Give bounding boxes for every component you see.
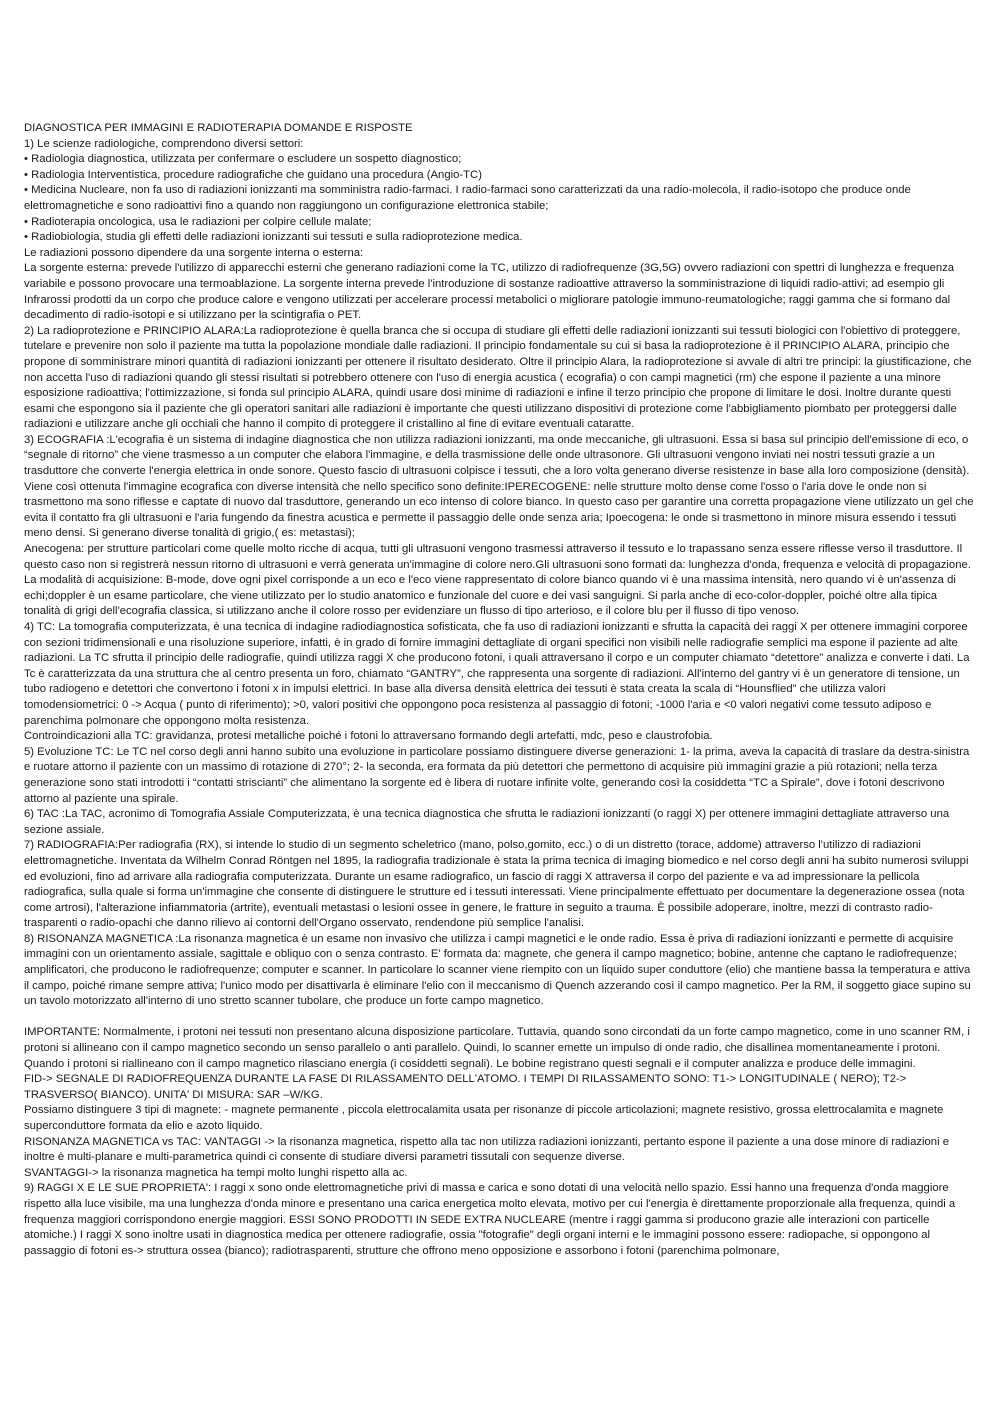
paragraph: RISONANZA MAGNETICA vs TAC: VANTAGGI -> la risonanza magnetica, rispetto alla tac non utilizza radiazioni ionizzanti, pertanto espone il paziente a una dose minore di radiazioni e inoltre è multi-planare e multi-parametrica quindi ci consente di studiare diversi parametri tissutali con sequenze diverse. <box>24 1135 950 1164</box>
paragraph: • Radiobiologia, studia gli effetti delle radiazioni ionizzanti sui tessuti e sulla radioprotezione medica. <box>24 231 523 244</box>
paragraph: 4) TC: La tomografia computerizzata, è una tecnica di indagine radiodiagnostica sofisticata, che fa uso di radiazioni ionizzanti e sfrutta la capacità dei raggi X per ottenere immagini corporee con sezioni tridimensionali e una risoluzione superiore, infatti, è in grado di fornire immagini dettagliate di organi specifici non visibili nelle radiografie semplici ma espone il paziente ad alte radiazioni. La TC sfrutta il principio delle radiografie, quindi utilizza raggi X che producono fotoni, i quali attraversano il corpo e un computer chiamato “detettore” analizza e converte i dati. La Tc è caratterizzata da una struttura che al centro presenta un foro, chiamato “GANTRY”, che rappresenta una sorgente di radiazioni. All'interno del gantry vi è un generatore di tensione, un tubo radiogeno e detettori che convertono i fotoni x in impulsi elettrici. In base alla diversa densità elettrica dei tessuti è stata creata la scala di “Hounsflied” che utilizza valori tomodensiometrici: 0 -> Acqua ( punto di riferimento); >0, valori positivi che oppongono poca resistenza al passaggio di fotoni; -1000 l'aria e <0 valori negativi come tessuto adiposo e parenchima polmonare che oppongono molta resistenza. <box>24 621 970 727</box>
paragraph <box>24 1010 976 1026</box>
paragraph: 1) Le scienze radiologiche, comprendono diversi settori: <box>24 137 304 150</box>
paragraph: • Medicina Nucleare, non fa uso di radiazioni ionizzanti ma somministra radio-farmaci. I radio-farmaci sono caratterizzati da una radio-molecola, il radio-isotopo che produce onde elettromagnetiche e sono radioattivi fino a quando non raggiungono un configurazione elettronica stabile; <box>24 184 911 212</box>
paragraph: 6) TAC :La TAC, acronimo di Tomografia Assiale Computerizzata, è una tecnica diagnostica che sfrutta le radiazioni ionizzanti (o raggi X) per ottenere immagini dettagliate attraverso una sezione assiale. <box>24 808 950 836</box>
paragraph: 2) La radioprotezione e PRINCIPIO ALARA:La radioprotezione è quella branca che si occupa di studiare gli effetti delle radiazioni ionizzanti sui tessuti biologici con l'obiettivo di proteggere, tutelare e prevenire non solo il paziente ma tutta la popolazione mondiale dalle radiazioni. Il principio fondamentale su cui si basa la radioprotezione è il PRINCIPIO ALARA, principio che propone di somministrare minori quantità di radiazioni ionizzanti per ottenere il risultato desiderato. Oltre il principio Alara, la radioprotezione si avvale di altri tre principi: la giustificazione, che non accetta l'uso di radiazioni quando gli stessi risultati si potrebbero ottenere con l'uso di energia acustica ( ecografia) o con campi magnetici (rm) che espone il paziente a una minore esposizione radioattiva; l'ottimizzazione, si fonda sul principio ALARA, quindi usare dosi minime di radiazioni e infine il terzo principio che propone di limitare le dosi. Inoltre durante questi esami che espongono sia il paziente che gli operatori sanitari alle radiazioni è importante che questi utilizzano dispositivi di protezione come l'abbigliamento piombato per proteggersi dalle radiazioni e utilizzare anche gli occhiali che hanno il compito di proteggere il cristallino al fine di evitare eventuali cataratte. <box>24 324 972 431</box>
paragraph: 8) RISONANZA MAGNETICA :La risonanza magnetica è un esame non invasivo che utilizza i campi magnetici e le onde radio. Essa è priva di radiazioni ionizzanti e permette di acquisire immagini con un orientamento assiale, sagittale e obliquo con o senza contrasto. E' formata da: magnete, che genera il campo magnetico; bobine, antenne che captano le radiofrequenze; amplificatori, che producono le radiofrequenze; computer e scanner. In particolare lo scanner viene riempito con un liquido super conduttore (elio) che mantiene bassa la temperatura e attiva il campo, poiché rimane sempre attiva; l'unico modo per disattivarla è eliminare l'elio con il meccanismo di Quench azzerando così il campo magnetico. Per la RM, il soggetto giace supino su un tavolo motorizzato all'interno di uno stretto scanner tubolare, che produce un forte campo magnetico. <box>24 932 971 1008</box>
paragraph: 9) RAGGI X E LE SUE PROPRIETA': I raggi x sono onde elettromagnetiche privi di massa e carica e sono dotati di una velocità nello spazio. Essi hanno una frequenza d'onda maggiore rispetto alla luce visibile, ma una lunghezza d'onda minore e presentano una carica energetica molto elevata, motivo per cui l'energia è direttamente proporzionale alla frequenza, quindi a frequenza maggiori corrispondono energie maggiori. ESSI SONO PRODOTTI IN SEDE EXTRA NUCLEARE (mentre i raggi gamma si producono grazie alle interazioni con particelle atomiche.) I raggi X sono inoltre usati in diagnostica medica per ottenere radiografie, ossia "fotografie" degli organi interni e le immagini possono essere: radiopache, si oppongono al passaggio di fotoni es-> struttura ossea (bianco); radiotrasparenti, strutture che offrono meno opposizione e assorbono i fotoni (parenchima polmonare, <box>24 1182 956 1257</box>
paragraph: IMPORTANTE: Normalmente, i protoni nei tessuti non presentano alcuna disposizione particolare. Tuttavia, quando sono circondati da un forte campo magnetico, come in uno scanner RM, i protoni si allineano con il campo magnetico secondo un senso parallelo o anti parallelo. Quindi, lo scanner emette un impulso di onde radio, che disallinea momentaneamente i protoni. Quando i protoni si riallineano con il campo magnetico rilasciano energia (i cosiddetti segnali). Le bobine registrano questi segnali e il computer analizza e produce delle immagini. <box>24 1026 970 1070</box>
paragraph: Possiamo distinguere 3 tipi di magnete: - magnete permanente , piccola elettrocalamita usata per risonanze di piccole articolazioni; magnete resistivo, grossa elettrocalamita e magnete superconduttore formata da elio e azoto liquido. <box>24 1104 944 1132</box>
paragraph: SVANTAGGI-> la risonanza magnetica ha tempi molto lunghi rispetto alla ac. <box>24 1166 408 1179</box>
paragraph: Anecogena: per strutture particolari come quelle molto ricche di acqua, tutti gli ultrasuoni vengono trasmessi attraverso il tessuto e lo trapassano senza essere riflesse verso il trasduttore. Il questo caso non si registrerà nessun ritorno di ultrasuoni e verrà generata un'immagine di colore nero.Gli ultrasuoni sono formati da: lunghezza d'onda, frequenza e velocità di propagazione. <box>24 543 971 571</box>
paragraph: • Radioterapia oncologica, usa le radiazioni per colpire cellule malate; <box>24 215 372 228</box>
paragraph: Controindicazioni alla TC: gravidanza, protesi metalliche poiché i fotoni lo attraversano formando degli artefatti, mdc, peso e claustrofobia. <box>24 730 713 743</box>
document-title: DIAGNOSTICA PER IMMAGINI E RADIOTERAPIA DOMANDE E RISPOSTE <box>24 122 413 134</box>
paragraph: 7) RADIOGRAFIA:Per radiografia (RX), si intende lo studio di un segmento scheletrico (mano, polso,gomito, ecc.) o di un distretto (torace, addome) attraverso l'utilizzo di radiazioni elettromagnetiche. Inventata da Wilhelm Conrad Röntgen nel 1895, la radiografia tradizionale è stata la prima tecnica di imaging biomedico e nel corso degli anni ha subito numerosi sviluppi ed evoluzioni, fino ad arrivare alla radiografia computerizzata. Durante un esame radiografico, un fascio di raggi X attraversa il corpo del paziente e va ad impressionare la pellicola radiografica, sulla quale si forma un'immagine che consente di distinguere le strutture ed i tessuti interessati. Viene principalmente effettuato per documentare la degenerazione ossea (nota come artrosi), l'alterazione infiammatoria (artrite), eventuali metastasi o lesioni ossee in genere, le fratture in seguito a trauma. È possibile adoperare, inoltre, mezzi di contrasto radio-trasparenti o radio-opachi che danno rilievo ai contorni dell'Organo osservato, rendendone più semplice l'analisi. <box>24 839 969 930</box>
paragraph: 3) ECOGRAFIA :L'ecografia è un sistema di indagine diagnostica che non utilizza radiazioni ionizzanti, ma onde meccaniche, gli ultrasuoni. Essa si basa sul principio dell'emissione di eco, o “segnale di ritorno” che viene trasmesso a un computer che elabora l'immagine, e della trasmissione delle onde ultrasonore. Gli ultrasuoni vengono inviati nei nostri tessuti grazie a un trasduttore che converte l'energia elettrica in onde sonore. Questo fascio di ultrasuoni colpisce i tessuti, che a loro volta generano diverse resistenze in base alla loro composizione (densità). Viene così ottenuta l'immagine ecografica con diverse intensità che nello specifico sono definite:IPERECOGENE: nelle strutture molto dense come l'osso o l'aria dove le onde non si trasmettono ma sono riflesse e captate di nuovo dal trasduttore, generando un eco intenso di colore bianco. In questo caso per garantire una corretta propagazione viene utilizzato un gel che evita il contatto fra gli ultrasuoni e l'aria fungendo da finestra acustica e permette il passaggio delle onde senza aria; Ipoecogena: le onde si trasmettono in minore misura essendo i tessuti meno densi. Si generano diverse tonalità di grigio,( es: metastasi); <box>24 433 974 540</box>
paragraph: • Radiologia diagnostica, utilizzata per confermare o escludere un sospetto diagnostico; <box>24 153 462 166</box>
paragraph: La modalità di acquisizione: B-mode, dove ogni pixel corrisponde a un eco e l'eco viene rappresentato di colore bianco quando vi è una massima intensità, nero quando vi è un'assenza di echi;doppler è un esame particolare, che viene utilizzato per lo studio anatomico e funzionale del cuore e dei vasi sanguigni. Si parla anche di eco-color-doppler, poiché oltre alla tipica tonalità di grigi dell'ecografia classica, si utilizzano anche il colore rosso per evidenziare un flusso di tipo arterioso, e il colore blu per il flusso di tipo venoso. <box>24 574 956 618</box>
document-page <box>24 121 976 1259</box>
paragraph: FID-> SEGNALE DI RADIOFREQUENZA DURANTE LA FASE DI RILASSAMENTO DELL'ATOMO. I TEMPI DI RILASSAMENTO SONO: T1-> LONGITUDINALE ( NERO); T2-> TRASVERSO( BIANCO). UNITA' DI MISURA: SAR –W/KG. <box>24 1073 907 1101</box>
paragraph: • Radiologia Interventistica, procedure radiografiche che guidano una procedura (Angio-TC) <box>24 168 482 181</box>
paragraph: 5) Evoluzione TC: Le TC nel corso degli anni hanno subito una evoluzione in particolare possiamo distinguere diverse generazioni: 1- la prima, aveva la capacità di traslare da destra-sinistra e ruotare attorno il paziente con un massimo di rotazione di 270°; 2- la seconda, era formata da più detettori che permettono di acquisire più immagini grazie a più rotazioni; nella terza generazione sono stati introdotti i “contatti striscianti” che alimentano la sorgente ed è libera di ruotare infinite volte, generando così la cosiddetta “TC a Spirale”, dove i fotoni descrivono attorno al paziente una spirale. <box>24 745 970 805</box>
paragraph: Le radiazioni possono dipendere da una sorgente interna o esterna: <box>24 246 364 259</box>
paragraph: La sorgente esterna: prevede l'utilizzo di apparecchi esterni che generano radiazioni come la TC, utilizzo di radiofrequenze (3G,5G) ovvero radiazioni con spettri di lunghezza e frequenza variabile e possono provocare una termoablazione. La sorgente interna prevede l'introduzione di sostanze radioattive attraverso la somministrazione di liquidi radio-attivi; ad esempio gli Infrarossi prodotti da un corpo che produce calore e vengono utilizzati per accelerare processi metabolici o migliorare patologie immuno-reumatologiche; raggi gamma che si formano dal decadimento di radio-isotopi e si utilizzano per la scintigrafia o PET. <box>24 262 955 322</box>
